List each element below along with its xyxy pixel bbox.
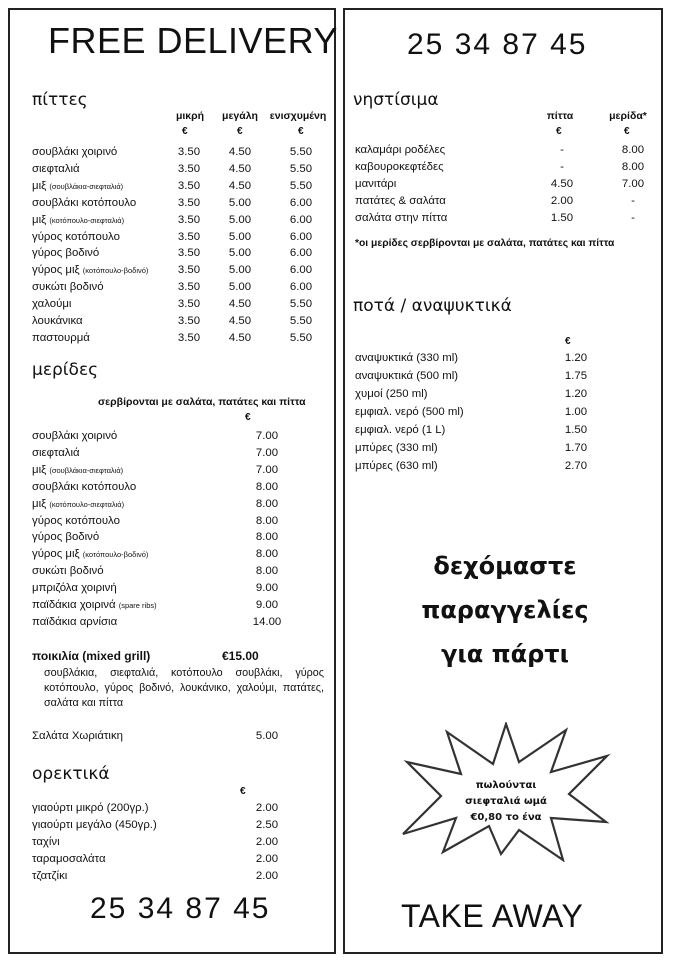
item-name	[355, 422, 445, 438]
drink-row	[355, 440, 655, 456]
take-away-title: TAKE AWAY	[401, 898, 584, 934]
party-orders-line-3: για πάρτι	[441, 640, 569, 668]
drink-row	[355, 422, 655, 438]
item-name	[355, 386, 428, 402]
pittes-currency-3: €	[298, 126, 304, 137]
price-small: 3.50	[177, 146, 201, 158]
pitta-row	[32, 195, 332, 211]
price-small: 3.50	[177, 247, 201, 260]
item-name-text: εμφιαλ. νερό (1 L)	[355, 424, 446, 436]
price-extra: 6.00	[289, 247, 313, 260]
drink-row	[355, 458, 655, 474]
item-name	[32, 195, 136, 211]
item-name-text: συκώτι βοδινό	[32, 281, 104, 294]
pittes-heading: πίττες	[32, 90, 88, 110]
portion-row	[32, 445, 322, 461]
right-menu-panel	[343, 8, 663, 954]
item-name-text: εμφιαλ. νερό (500 ml)	[355, 406, 464, 418]
price-extra: 5.50	[289, 162, 313, 175]
item-name	[32, 279, 104, 295]
pota-heading: ποτά / αναψυκτικά	[353, 296, 512, 316]
item-name-text: γύρος κοτόπουλο	[32, 230, 120, 243]
village-salad-row	[32, 728, 322, 744]
price-pitta: 1.50	[550, 212, 574, 224]
item-name	[355, 350, 458, 366]
portion-price: 7.00	[255, 446, 279, 459]
item-name-detail: (spare ribs)	[118, 601, 157, 610]
item-name	[355, 142, 445, 158]
portion-price: 7.00	[255, 430, 279, 442]
phone-number-left: 25 34 87 45	[90, 892, 271, 925]
item-name	[32, 330, 90, 346]
drink-price: 1.20	[564, 388, 588, 400]
pittes-col-small: μικρή	[175, 110, 205, 122]
item-name-text: μιξ	[32, 497, 47, 510]
item-name	[32, 800, 149, 816]
item-name-text: μανιτάρι	[355, 178, 397, 190]
item-name-text: λουκάνικα	[32, 315, 83, 327]
item-name	[32, 834, 60, 850]
item-name-text: καβουροκεφτέδες	[355, 161, 444, 173]
orektika-heading: ορεκτικά	[32, 764, 110, 784]
item-name-detail: (κοτόπουλο-βοδινό)	[82, 550, 149, 560]
portion-price: 8.00	[255, 548, 279, 561]
item-name-text: ταραμοσαλάτα	[32, 853, 106, 865]
price-large: 5.00	[228, 196, 252, 209]
portion-row	[32, 614, 322, 630]
item-name	[32, 580, 117, 596]
item-name-text: μπύρες (330 ml)	[355, 442, 438, 454]
item-name-text: μιξ	[32, 463, 47, 476]
nistisima-heading: νηστίσιμα	[353, 90, 439, 110]
price-large: 5.00	[228, 247, 252, 260]
pitta-row	[32, 296, 332, 312]
drink-price: 1.75	[564, 370, 588, 382]
item-name-detail: (κοτόπουλο-σιεφταλιά)	[49, 215, 125, 225]
item-name-detail: (σουβλάκια-σιεφταλιά)	[49, 181, 124, 191]
price-portion: -	[631, 195, 635, 207]
price-extra: 5.50	[289, 315, 313, 327]
item-name	[32, 245, 99, 261]
portion-row	[32, 563, 322, 579]
price-large: 4.50	[228, 315, 252, 327]
item-name-text: παϊδάκια χοιρινά	[32, 599, 116, 611]
fasting-row	[355, 210, 655, 226]
fasting-row	[355, 159, 655, 175]
price-large: 5.00	[228, 230, 252, 243]
item-name	[355, 404, 464, 420]
appetizer-price: 2.50	[255, 819, 279, 831]
drink-row	[355, 386, 655, 402]
nistisima-currency-1: €	[556, 126, 562, 137]
item-name	[32, 479, 136, 495]
pittes-currency-2: €	[237, 126, 243, 137]
price-pitta: 4.50	[550, 178, 574, 190]
pittes-col-extra: ενισχυμένη	[269, 110, 327, 122]
item-name-text: τζατζίκι	[32, 870, 68, 882]
mixed-grill-name: ποικιλία (mixed grill)	[32, 649, 151, 663]
price-large: 4.50	[228, 331, 252, 344]
portion-price: 8.00	[255, 531, 279, 544]
burst-line-1: πωλούνται	[475, 780, 537, 791]
price-extra: 6.00	[289, 281, 313, 294]
item-name	[32, 296, 71, 312]
pitta-row	[32, 144, 332, 160]
appetizer-row	[32, 817, 322, 833]
left-menu-panel	[8, 8, 336, 954]
item-name-text: μιξ	[32, 213, 47, 226]
merides-note: σερβίρονται με σαλάτα, πατάτες και πίττα	[98, 396, 306, 408]
item-name-text: σαλάτα στην πίττα	[355, 212, 448, 224]
nistisima-col-portion: μερίδα*	[609, 110, 647, 122]
price-large: 4.50	[228, 298, 252, 311]
price-small: 3.50	[177, 179, 201, 192]
portion-price: 7.00	[255, 463, 279, 476]
item-name	[355, 193, 446, 209]
item-name	[32, 262, 148, 279]
pitta-row	[32, 245, 332, 261]
price-portion: 8.00	[621, 144, 645, 156]
item-name-text: ταχίνι	[32, 836, 60, 848]
item-name	[32, 178, 123, 195]
pota-currency: €	[565, 336, 571, 347]
price-small: 3.50	[177, 196, 201, 209]
item-name-text: γιαούρτι μικρό (200γρ.)	[32, 802, 149, 814]
nistisima-currency-2: €	[624, 126, 630, 137]
price-small: 3.50	[177, 230, 201, 243]
item-name-text: σιεφταλιά	[32, 162, 80, 175]
item-name	[32, 817, 157, 833]
price-large: 4.50	[228, 179, 252, 192]
item-name-detail: (κοτόπουλο-σιεφταλιά)	[49, 499, 125, 509]
drink-price: 1.20	[564, 352, 588, 364]
portion-price: 8.00	[255, 497, 279, 510]
pittes-col-large: μεγάλη	[222, 110, 258, 122]
item-name-text: γύρος βοδινό	[32, 247, 100, 260]
item-name-text: γύρος μιξ	[32, 548, 80, 561]
appetizer-row	[32, 868, 322, 884]
drink-price: 1.50	[564, 424, 588, 436]
fasting-row	[355, 193, 655, 209]
price-portion: 7.00	[621, 178, 645, 190]
pitta-row	[32, 262, 332, 278]
burst-line-3: €0,80 το ένα	[470, 812, 542, 823]
portion-price: 8.00	[255, 480, 279, 493]
price-extra: 5.50	[289, 331, 313, 344]
portion-price: 9.00	[255, 582, 279, 595]
price-pitta: 2.00	[550, 195, 574, 207]
village-salad-price: 5.00	[255, 730, 279, 742]
item-name	[32, 428, 117, 444]
item-name-text: παστουρμά	[32, 331, 90, 344]
item-name-detail: (σουβλάκια-σιεφταλιά)	[49, 465, 124, 475]
item-name	[355, 210, 447, 226]
appetizer-row	[32, 834, 322, 850]
price-extra: 5.50	[289, 298, 313, 311]
portion-price: 14.00	[252, 615, 282, 628]
price-small: 3.50	[177, 298, 201, 311]
price-portion: -	[631, 212, 635, 224]
portion-price: 9.00	[255, 599, 279, 611]
nistisima-col-pitta: πίττα	[546, 110, 574, 122]
free-delivery-title: FREE DELIVERY	[48, 20, 338, 61]
drink-row	[355, 350, 655, 366]
drink-price: 2.70	[564, 460, 588, 472]
fasting-row	[355, 176, 655, 192]
pitta-row	[32, 313, 332, 329]
item-name	[32, 144, 117, 160]
item-name	[32, 529, 99, 545]
portion-row	[32, 496, 322, 512]
portion-row	[32, 513, 322, 529]
item-name-text: μπύρες (630 ml)	[355, 460, 438, 472]
item-name-text: σουβλάκι χοιρινό	[32, 430, 118, 442]
item-name	[32, 868, 67, 884]
item-name-text: αναψυκτικά (330 ml)	[355, 352, 459, 364]
appetizer-price: 2.00	[255, 836, 279, 848]
item-name-text: σουβλάκι κοτόπουλο	[32, 480, 137, 493]
starburst-badge	[401, 722, 611, 862]
portion-row	[32, 529, 322, 545]
price-extra: 5.50	[289, 146, 313, 158]
item-name	[32, 161, 80, 177]
portion-row	[32, 462, 322, 478]
item-name-text: μιξ	[32, 179, 47, 192]
portion-row	[32, 479, 322, 495]
burst-line-2: σιεφταλιά ωμά	[465, 796, 547, 807]
merides-heading: μερίδες	[32, 360, 99, 380]
price-large: 4.50	[228, 146, 252, 158]
merides-currency: €	[245, 412, 251, 423]
price-large: 5.00	[228, 281, 252, 294]
portion-row	[32, 597, 322, 613]
item-name	[355, 368, 458, 384]
item-name	[32, 445, 80, 461]
price-extra: 5.50	[289, 179, 313, 192]
item-name-text: χαλούμι	[32, 298, 72, 311]
item-name-text: γύρος κοτόπουλο	[32, 514, 120, 527]
price-pitta: -	[560, 144, 564, 156]
price-extra: 6.00	[289, 230, 313, 243]
price-small: 3.50	[177, 213, 201, 226]
mixed-grill-price: €15.00	[222, 649, 259, 663]
appetizer-row	[32, 851, 322, 867]
price-small: 3.50	[177, 162, 201, 175]
fasting-row	[355, 142, 655, 158]
item-name	[32, 851, 106, 867]
nistisima-note: *οι μερίδες σερβίρονται με σαλάτα, πατάτες και πίττα	[355, 238, 615, 249]
item-name	[32, 313, 83, 329]
price-pitta: -	[560, 161, 564, 173]
item-name	[32, 229, 120, 245]
drink-row	[355, 368, 655, 384]
price-large: 4.50	[228, 162, 252, 175]
drink-price: 1.00	[564, 406, 588, 418]
drink-price: 1.70	[564, 442, 588, 454]
item-name-text: σουβλάκι χοιρινό	[32, 146, 118, 158]
item-name	[355, 159, 444, 175]
item-name	[355, 458, 438, 474]
item-name	[32, 496, 124, 513]
item-name-text: γύρος μιξ	[32, 264, 80, 277]
price-small: 3.50	[177, 331, 201, 344]
pitta-row	[32, 178, 332, 194]
pitta-row	[32, 161, 332, 177]
village-salad-name: Σαλάτα Χωριάτικη	[32, 730, 123, 742]
mixed-grill-description: σουβλάκια, σιεφταλιά, κοτόπουλο σουβλάκι, γύρος κοτόπουλο, γύρος βοδινό, λουκάνικο, χαλούμι, πατάτες, σαλάτα και πίττα	[44, 667, 324, 709]
price-extra: 6.00	[289, 264, 313, 277]
item-name-text: σιεφταλιά	[32, 446, 80, 459]
item-name	[32, 546, 148, 563]
appetizer-price: 2.00	[255, 853, 279, 865]
appetizer-price: 2.00	[255, 802, 279, 814]
party-orders-line-2: παραγγελίες	[421, 596, 589, 624]
starburst-shape	[403, 724, 607, 860]
portion-row	[32, 546, 322, 562]
item-name-text: αναψυκτικά (500 ml)	[355, 370, 459, 382]
pitta-row	[32, 212, 332, 228]
portion-row	[32, 580, 322, 596]
item-name	[355, 440, 438, 456]
party-orders-line-1: δεχόμαστε	[433, 552, 577, 580]
item-name-detail: (κοτόπουλο-βοδινό)	[82, 266, 149, 276]
item-name-text: πατάτες & σαλάτα	[355, 195, 446, 207]
item-name-text: γιαούρτι μεγάλο (450γρ.)	[32, 819, 157, 831]
item-name-text: μπριζόλα χοιρινή	[32, 582, 117, 595]
price-small: 3.50	[177, 281, 201, 294]
item-name	[355, 176, 396, 192]
item-name-text: σουβλάκι κοτόπουλο	[32, 196, 137, 209]
item-name	[32, 597, 157, 614]
item-name-text: γύρος βοδινό	[32, 531, 100, 544]
orektika-currency: €	[240, 786, 246, 797]
price-extra: 6.00	[289, 196, 313, 209]
appetizer-price: 2.00	[255, 870, 279, 882]
portion-price: 8.00	[255, 514, 279, 527]
price-large: 5.00	[228, 264, 252, 277]
item-name	[32, 614, 117, 630]
pitta-row	[32, 330, 332, 346]
item-name-text: χυμοί (250 ml)	[355, 388, 428, 400]
portion-row	[32, 428, 322, 444]
drink-row	[355, 404, 655, 420]
pittes-currency-1: €	[182, 126, 188, 137]
portion-price: 8.00	[255, 565, 279, 578]
item-name	[32, 462, 123, 479]
item-name	[32, 563, 104, 579]
item-name-text: καλαμάρι ροδέλες	[355, 144, 446, 156]
pitta-row	[32, 279, 332, 295]
appetizer-row	[32, 800, 322, 816]
phone-number-right: 25 34 87 45	[407, 28, 588, 61]
price-portion: 8.00	[621, 161, 645, 173]
price-small: 3.50	[177, 264, 201, 277]
item-name	[32, 212, 124, 229]
price-large: 5.00	[228, 213, 252, 226]
price-extra: 6.00	[289, 213, 313, 226]
mixed-grill-row	[32, 648, 322, 664]
item-name-text: παϊδάκια αρνίσια	[32, 615, 118, 628]
price-small: 3.50	[177, 315, 201, 327]
pitta-row	[32, 229, 332, 245]
item-name-text: συκώτι βοδινό	[32, 565, 104, 578]
item-name	[32, 513, 120, 529]
